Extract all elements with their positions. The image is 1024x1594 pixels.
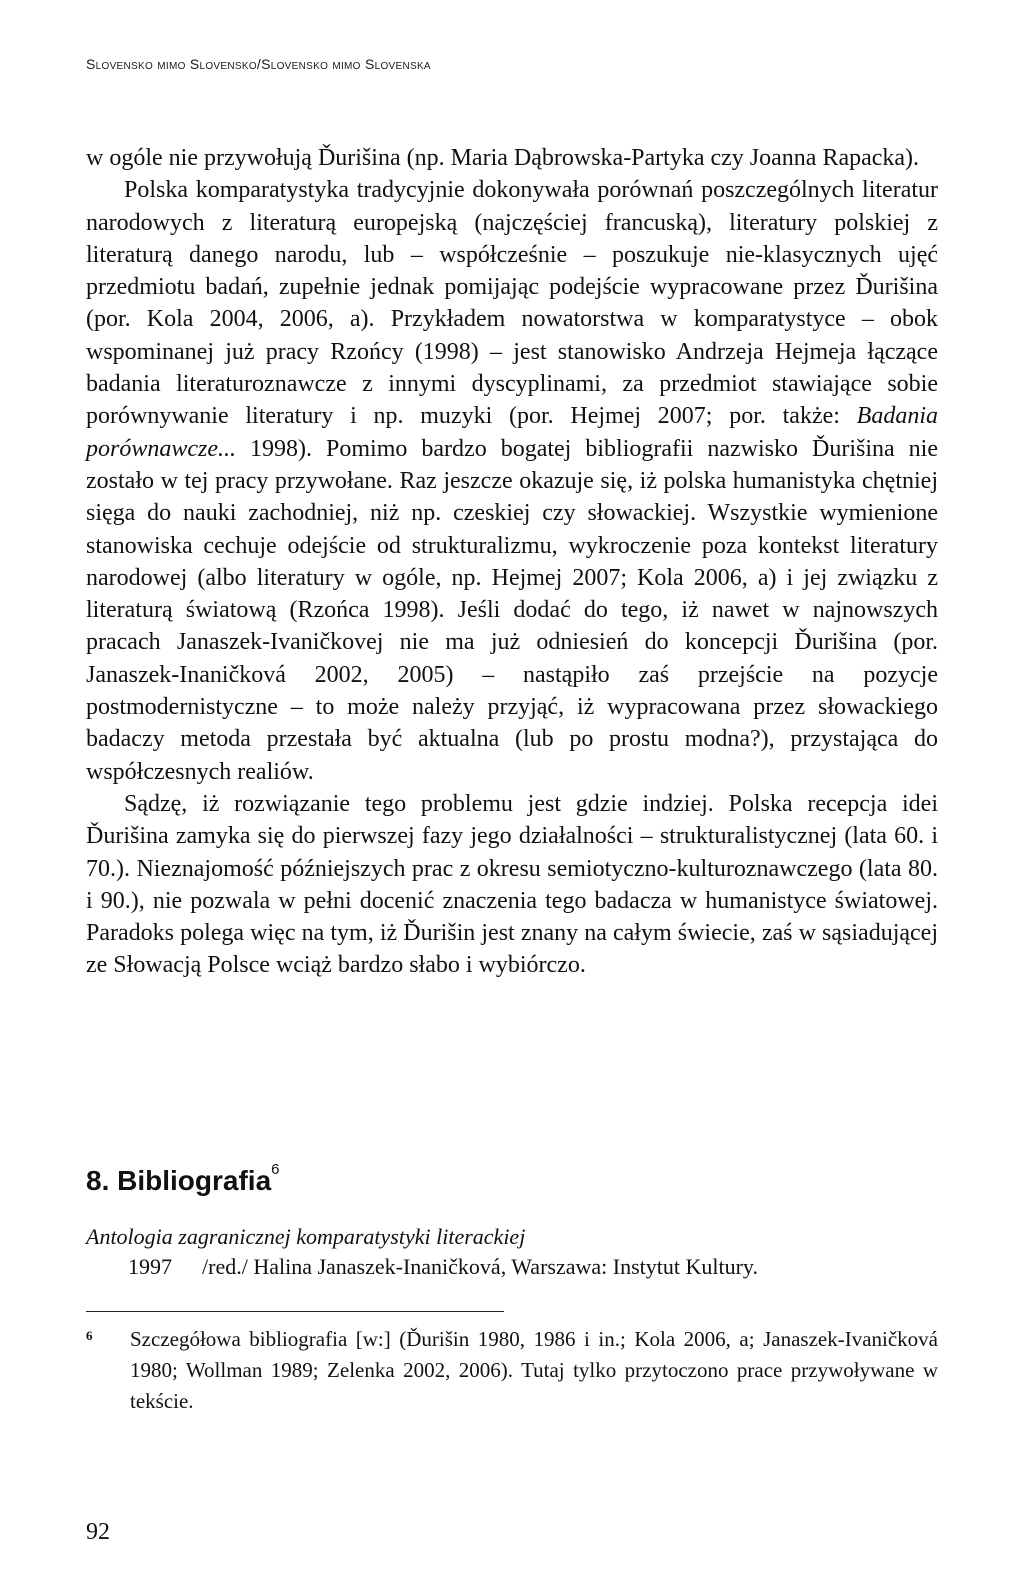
paragraph-1: w ogóle nie przywołują Ďurišina (np. Maria Dąbrowska-Partyka czy Joanna Rapacka). [86,145,920,171]
paragraph-2-text-a: Polska komparatystyka tradycyjnie dokonywała porównań poszczególnych literatur narodowych z literaturą europejską (najczęściej francuską), literatury polskiej z literaturą danego narodu, lub – współcześnie – poszukuje nie-klasycznych ujęć przedmiotu badań, zupełnie jednak pomijając podejście wypracowane przez Ďurišina (por. Kola 2004, 2006, a). Przykładem nowatorstwa w komparatystyce – obok wspominanej już pracy Rzońcy (1998) – jest stanowisko Andrzeja Hejmeja łączące badania literaturoznawcze z innymi dyscyplinami, za przedmiot stawiające sobie porównywanie literatury i np. muzyki (por. Hejmej 2007; por. także: [86,177,938,430]
bibliography-entry-title: Antologia zagranicznej komparatystyki literackiej [86,1224,526,1249]
footnote-reference: 6 [271,1161,280,1178]
bibliography-entry-year: 1997 [128,1254,172,1279]
cited-title-italic: Badania porównawcze... [86,403,938,462]
paragraph-2 [86,174,938,788]
bibliography-entry-detail [128,1254,758,1280]
paragraph-2-text-b: 1998). Pomimo bardzo bogatej bibliografii nazwisko Ďurišina nie zostało w tej pracy przywołane. Raz jeszcze okazuje się, iż polska humanistyka chętniej sięga do nauki zachodniej, niż np. czeskiej czy słowackiej. Wszystkie wymienione stanowiska cechuje odejście od strukturalizmu, wykroczenie poza kontekst literatury narodowej (albo literatury w ogóle, np. Hejmej 2007; Kola 2006, a) i jej związku z literaturą światową (Rzońca 1998). Jeśli dodać do tego, iż nawet w najnowszych pracach Janaszek-Ivaničkovej nie ma już odniesień do koncepcji Ďurišina (por. Janaszek-Inaničková 2002, 2005) – nastąpiło zaś przejście na pozycje postmodernistyczne – to może należy przyjąć, iż wypracowana przez słowackiego badaczy metoda przestała być aktualna (lub po prostu modna?), przystająca do współczesnych realiów. [86,435,938,785]
footnote-text: Szczegółowa bibliografia [w:] (Ďurišin 1980, 1986 i in.; Kola 2006, a; Janaszek-Ivaničková 1980; Wollman 1989; Zelenka 2002, 2006). Tutaj tylko przytoczono prace przywoływane w tekście. [130,1327,938,1413]
bibliography-entry-publication: /red./ Halina Janaszek-Inaničková, Warszawa: Instytut Kultury. [202,1254,758,1279]
footnote [86,1324,938,1417]
footnote-mark: 6 [86,1328,93,1343]
section-heading [86,1161,280,1197]
running-header: Slovensko mimo Slovensko/Slovensko mimo Slovenska [86,56,431,72]
body-text [86,142,938,982]
paragraph-3: Sądzę, iż rozwiązanie tego problemu jest gdzie indziej. Polska recepcja idei Ďurišina zamyka się do pierwszej fazy jego działalności – strukturalistycznej (lata 60. i 70.). Nieznajomość późniejszych prac z okresu semiotyczno-kulturoznawczego (lata 80. i 90.), nie pozwala w pełni docenić znaczenia tego badacza w humanistyce światowej. Paradoks polega więc na tym, iż Ďurišin jest znany na całym świecie, zaś w sąsiadującej ze Słowacją Polsce wciąż bardzo słabo i wybiórczo. [86,790,938,979]
footnote-divider [86,1311,504,1312]
section-heading-text: 8. Bibliografia [86,1165,272,1196]
page-number: 92 [86,1519,110,1545]
